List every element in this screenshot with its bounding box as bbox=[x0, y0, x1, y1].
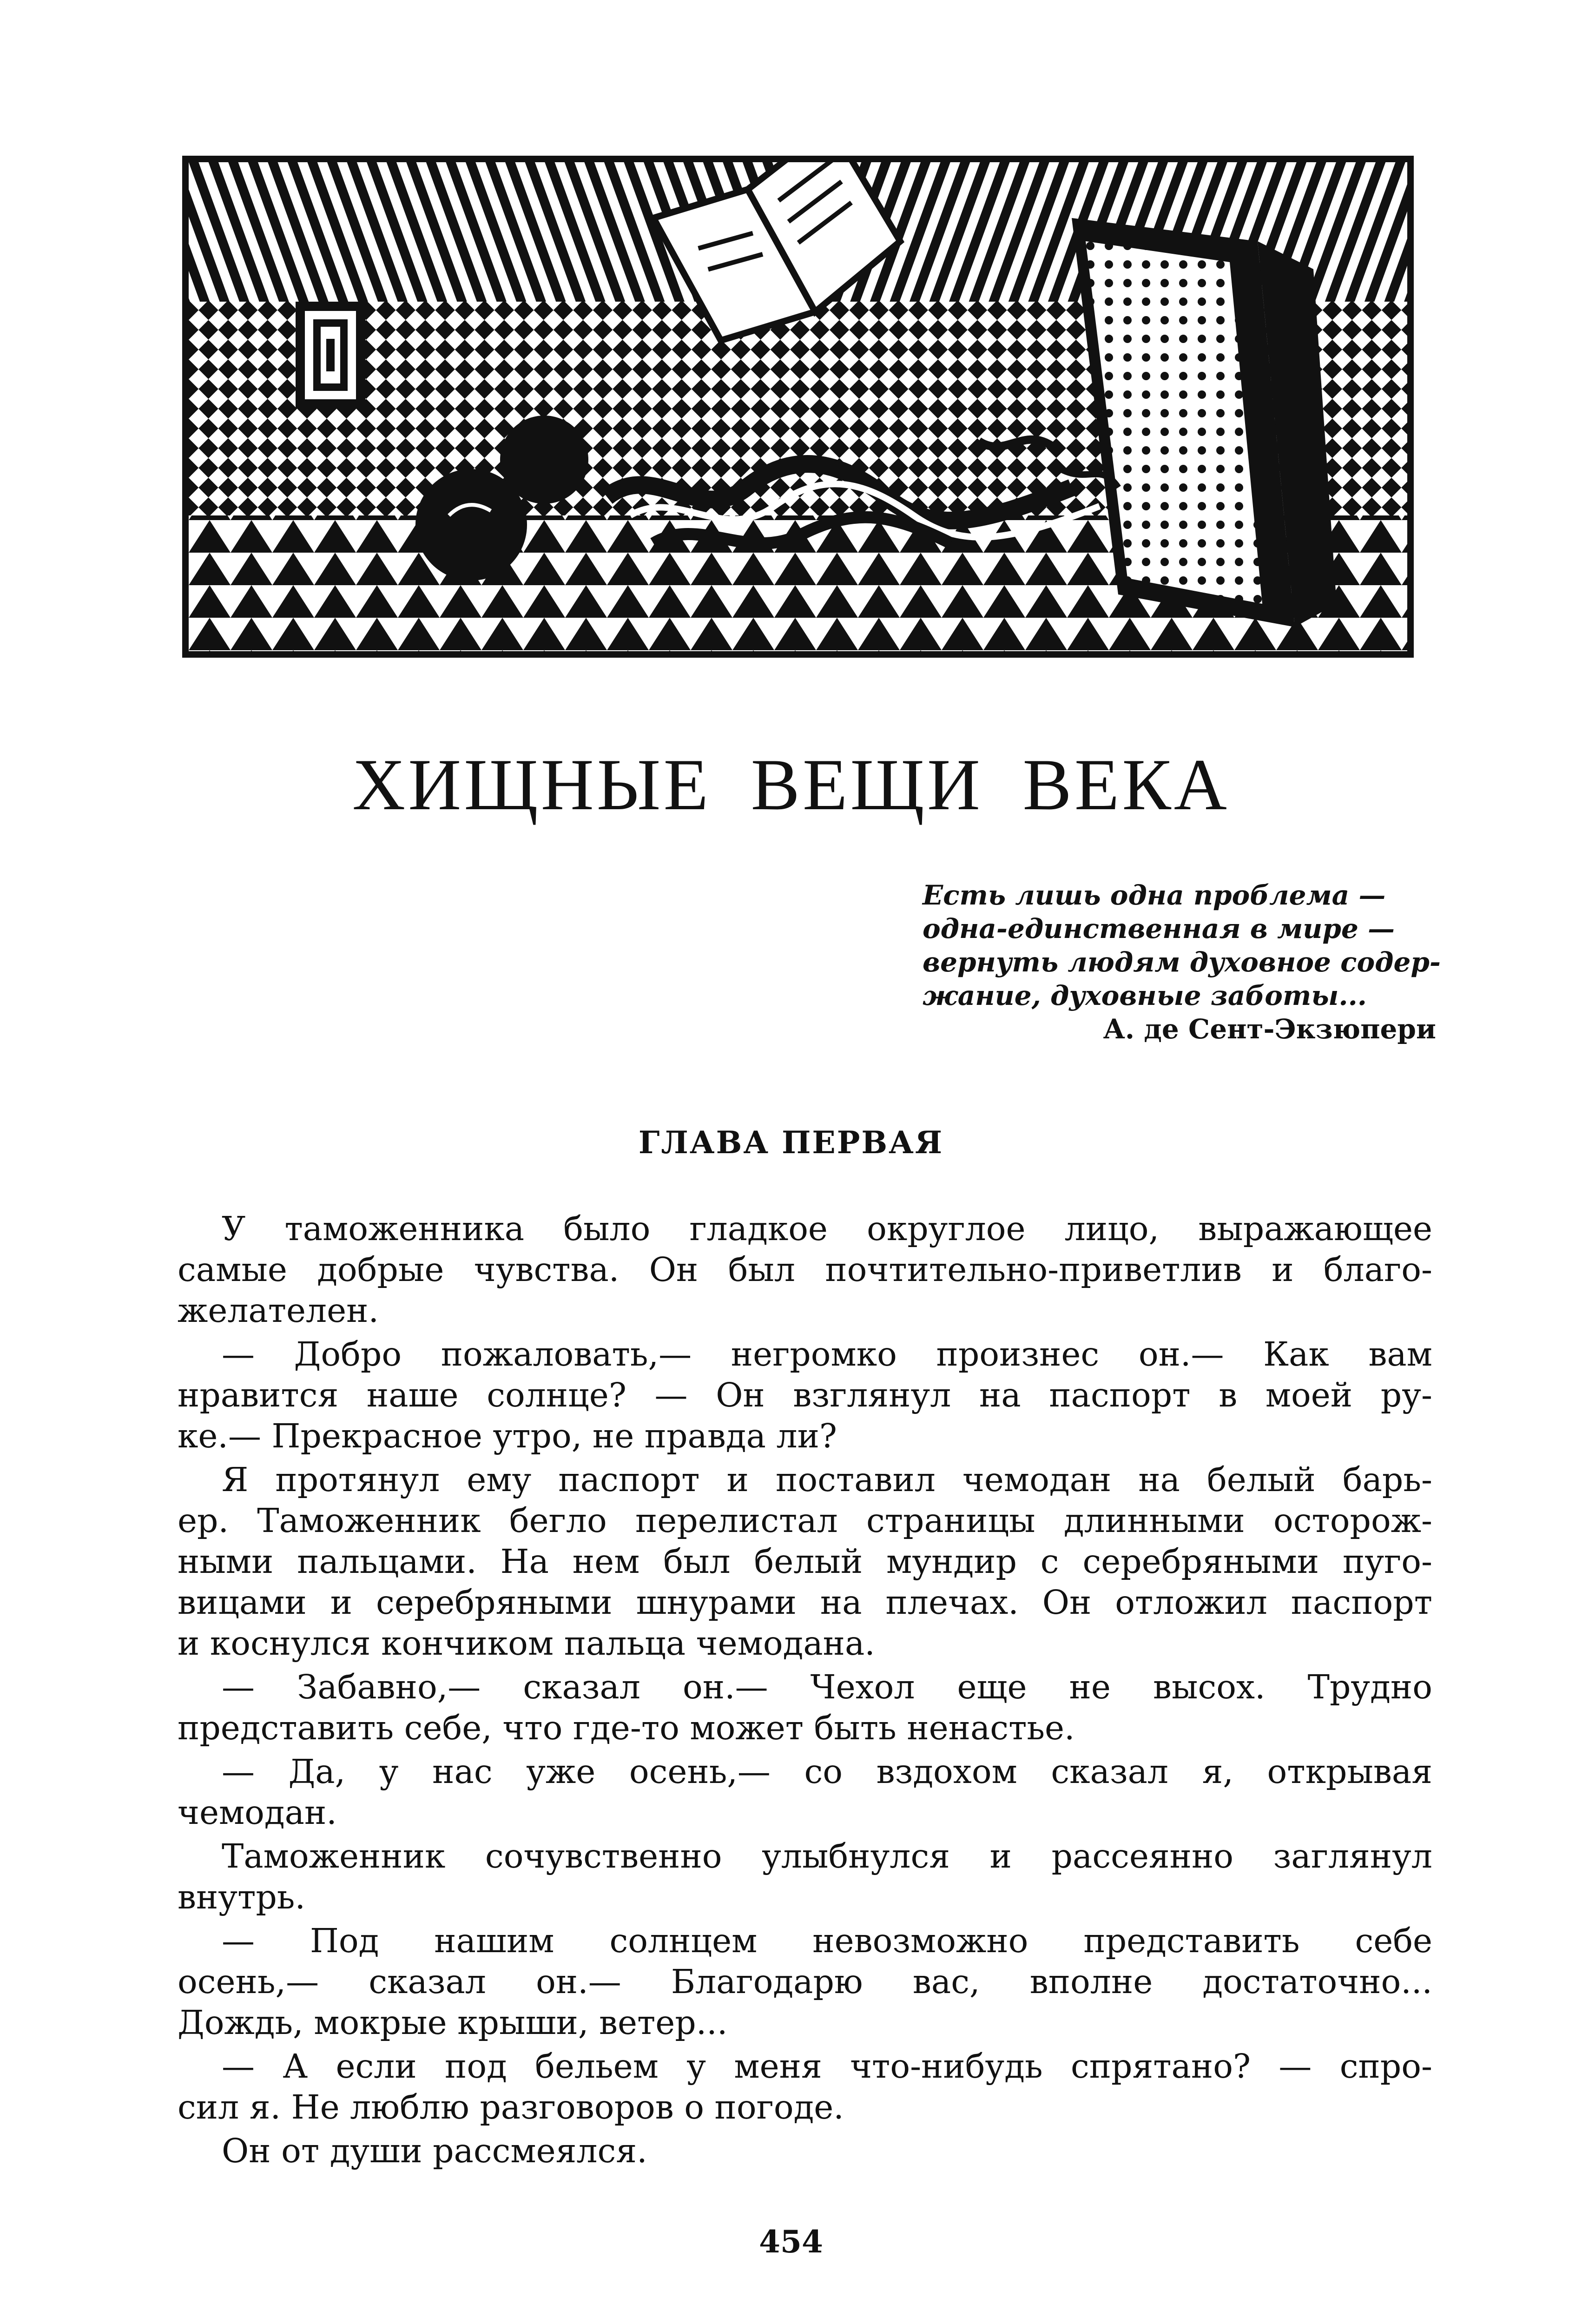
epigraph bbox=[923, 878, 1441, 1046]
text-line: Дождь, мокрые крыши, ветер... bbox=[178, 2003, 728, 2042]
epigraph-line: жание, духовные заботы... bbox=[923, 980, 1367, 1011]
epigraph-line: Есть лишь одна проблема — bbox=[923, 879, 1386, 911]
text-line: сил я. Не люблю разговоров о погоде. bbox=[178, 2088, 844, 2126]
text-line: — А если под бельем у меня что-нибудь спрятано? — спро- bbox=[222, 2047, 1432, 2086]
text-line: самые добрые чувства. Он был почтительно-приветлив и благо- bbox=[178, 1250, 1432, 1289]
epigraph-line: одна-единственная в мире — bbox=[923, 913, 1395, 944]
text-line: представить себе, что где-то может быть ненастье. bbox=[178, 1709, 1075, 1747]
paragraph bbox=[178, 1836, 1432, 1918]
text-line: осень,— сказал он.— Благодарю вас, вполне достаточно... bbox=[178, 1962, 1432, 2001]
text-line: — Добро пожаловать,— негромко произнес он.— Как вам bbox=[222, 1335, 1432, 1373]
text-line: — Да, у нас уже осень,— со вздохом сказал я, открывая bbox=[222, 1752, 1432, 1791]
text-line: Таможенник сочувственно улыбнулся и рассеянно заглянул bbox=[222, 1837, 1432, 1875]
epigraph-line: вернуть людям духовное содер- bbox=[923, 946, 1441, 978]
text-line: У таможенника было гладкое округлое лицо, выражающее bbox=[222, 1209, 1432, 1248]
paragraph bbox=[178, 1459, 1432, 1664]
epigraph-author: А. де Сент-Экзюпери bbox=[1103, 1013, 1436, 1045]
paragraph bbox=[178, 2131, 1432, 2172]
woodcut-illustration bbox=[182, 156, 1414, 658]
text-line: Я протянул ему паспорт и поставил чемодан на белый барь- bbox=[222, 1460, 1432, 1499]
paragraph bbox=[178, 1334, 1432, 1457]
body-text bbox=[178, 1208, 1432, 2174]
text-line: желателен. bbox=[178, 1291, 379, 1330]
chapter-title: ХИЩНЫЕ ВЕЩИ ВЕКА bbox=[352, 744, 1230, 825]
text-line: ке.— Прекрасное утро, не правда ли? bbox=[178, 1417, 837, 1455]
text-line: вицами и серебряными шнурами на плечах. Он отложил паспорт bbox=[178, 1583, 1432, 1622]
paragraph bbox=[178, 1751, 1432, 1833]
text-line: и коснулся кончиком пальца чемодана. bbox=[178, 1624, 875, 1663]
paragraph bbox=[178, 1208, 1432, 1331]
paragraph bbox=[178, 2046, 1432, 2128]
text-line: — Под нашим солнцем невозможно представить себе bbox=[222, 1921, 1432, 1960]
text-line: нравится наше солнце? — Он взглянул на паспорт в моей ру- bbox=[178, 1376, 1432, 1414]
text-line: ер. Таможенник бегло перелистал страницы длинными осторож- bbox=[178, 1501, 1432, 1540]
page-number: 454 bbox=[759, 2224, 823, 2260]
woodcut-illustration-icon bbox=[189, 162, 1407, 651]
text-line: — Забавно,— сказал он.— Чехол еще не высох. Трудно bbox=[222, 1668, 1432, 1706]
chapter-heading: ГЛАВА ПЕРВАЯ bbox=[638, 1124, 944, 1161]
paragraph bbox=[178, 1921, 1432, 2043]
text-line: ными пальцами. На нем был белый мундир с серебряными пуго- bbox=[178, 1542, 1432, 1581]
text-line: чемодан. bbox=[178, 1793, 337, 1832]
text-line: внутрь. bbox=[178, 1878, 306, 1916]
text-line: Он от души рассмеялся. bbox=[222, 2132, 647, 2170]
paragraph bbox=[178, 1667, 1432, 1749]
